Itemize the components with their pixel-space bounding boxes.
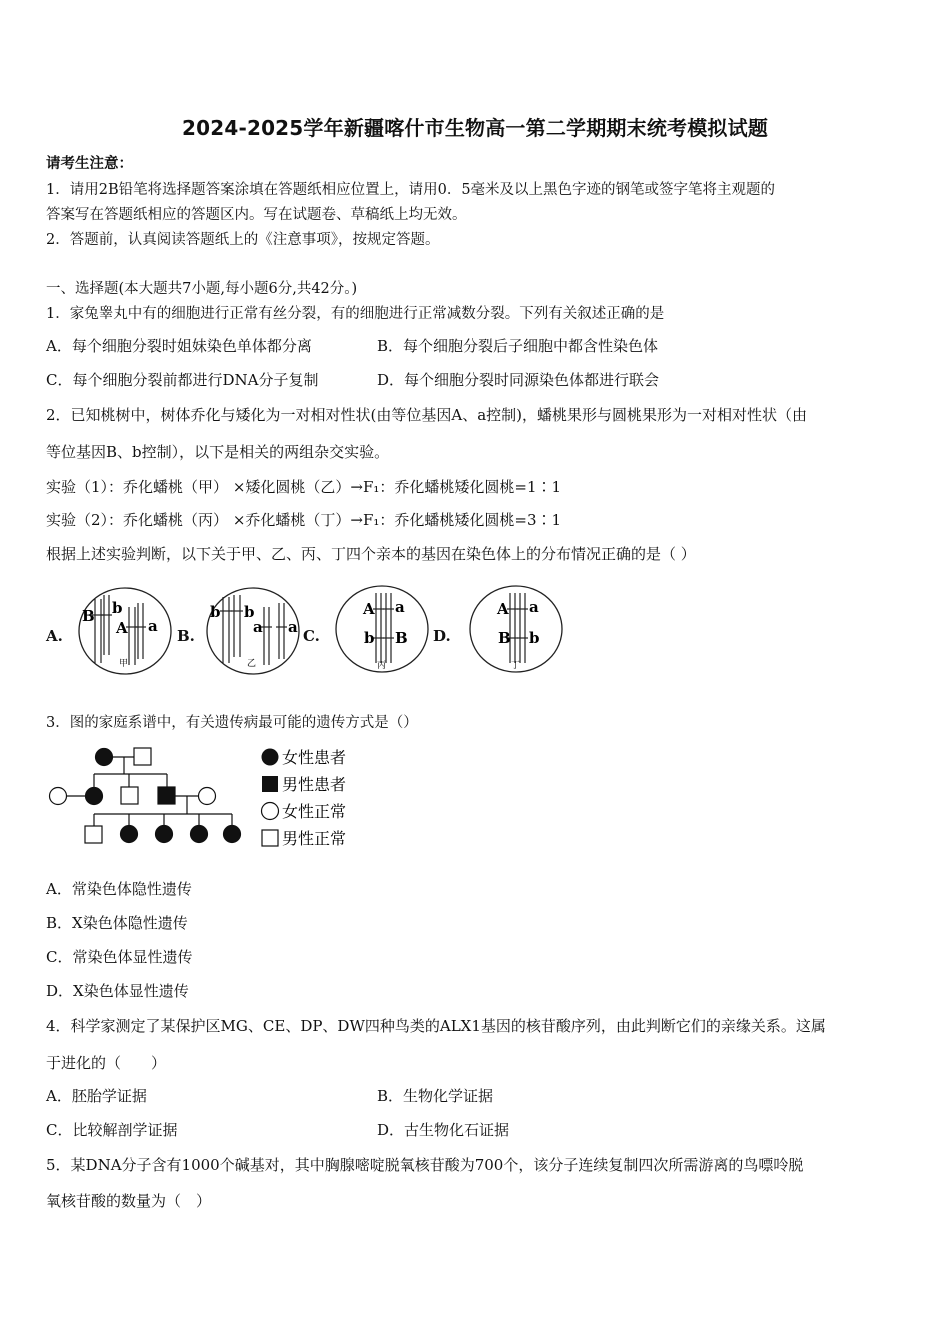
legend-normal-male-icon bbox=[262, 830, 278, 846]
q2-label-c: C. bbox=[303, 627, 320, 645]
cell-jia-gene-4: a bbox=[148, 617, 158, 635]
q3-stem: 3．图的家庭系谱中，有关遗传病最可能的遗传方式是（） bbox=[46, 715, 418, 731]
q4-stem-line-1: 4．科学家测定了某保护区MG、CE、DP、DW四种鸟类的ALX1基因的核苷酸序列，由此判断它们的亲缘关系。这属 bbox=[46, 1017, 826, 1035]
q2-label-d: D. bbox=[433, 627, 451, 645]
pedigree-gen3-affected-female-3 bbox=[191, 826, 208, 843]
q2-stem-line-1: 2．已知桃树中，树体乔化与矮化为一对相对性状(由等位基因A、a控制)，蟠桃果形与圆桃果形为一对相对性状（由 bbox=[46, 406, 808, 424]
q1-stem: 1．家兔睾丸中有的细胞进行正常有丝分裂，有的细胞进行正常减数分裂。下列有关叙述正确的是 bbox=[46, 306, 665, 322]
q2-question: 根据上述实验判断，以下关于甲、乙、丙、丁四个亲本的基因在染色体上的分布情况正确的是（ ） bbox=[46, 545, 696, 563]
q5-stem-line-2: 氧核苷酸的数量为（ ） bbox=[46, 1192, 212, 1210]
q2-stem-line-2: 等位基因B、b控制），以下是相关的两组杂交实验。 bbox=[46, 443, 390, 461]
q1-option-d: D．每个细胞分裂时同源染色体都进行联会 bbox=[377, 371, 660, 389]
q2-experiment-1: 实验（1）：乔化蟠桃（甲） ×矮化圆桃（乙）→F₁：乔化蟠桃矮化圆桃=1∶1 bbox=[46, 478, 562, 496]
q4-option-d: D．古生物化石证据 bbox=[377, 1121, 510, 1139]
cell-ding-gene-1: A bbox=[497, 600, 509, 618]
legend-normal-female-icon bbox=[262, 803, 279, 820]
cell-jia-name: 甲 bbox=[119, 659, 129, 669]
pedigree-gen1-affected-female bbox=[96, 749, 113, 766]
cell-ding-name: 丁 bbox=[511, 661, 521, 671]
cell-bing-gene-2: a bbox=[395, 598, 405, 616]
pedigree-gen3-affected-female-4 bbox=[224, 826, 241, 843]
cell-yi-gene-1: b bbox=[210, 603, 221, 621]
legend-normal-female: 女性正常 bbox=[282, 802, 347, 821]
pedigree-gen3-affected-female-1 bbox=[121, 826, 138, 843]
q4-option-b: B．生物化学证据 bbox=[377, 1087, 494, 1105]
cell-yi-gene-2: b bbox=[244, 603, 255, 621]
pedigree-gen3-affected-female-2 bbox=[156, 826, 173, 843]
pedigree-gen2-affected-male bbox=[158, 787, 175, 804]
cell-ding-gene-4: b bbox=[529, 629, 540, 647]
q1-option-b: B．每个细胞分裂后子细胞中都含性染色体 bbox=[377, 337, 659, 355]
cell-bing-gene-4: B bbox=[395, 629, 408, 647]
q1-option-a: A．每个细胞分裂时姐妹染色单体都分离 bbox=[46, 337, 312, 355]
page-title: 2024-2025学年新疆喀什市生物高一第二学期期末统考模拟试题 bbox=[181, 116, 769, 140]
pedigree-gen2-normal-male bbox=[121, 787, 138, 804]
cell-bing-gene-3: b bbox=[364, 629, 375, 647]
q3-option-c: C．常染色体显性遗传 bbox=[46, 948, 193, 966]
cell-yi-gene-4: a bbox=[288, 618, 298, 636]
cell-jia-gene-3: A bbox=[116, 619, 128, 637]
cell-jia-gene-2: b bbox=[112, 599, 123, 617]
cell-jia-diagram bbox=[76, 585, 174, 677]
cell-ding-gene-3: B bbox=[498, 629, 511, 647]
q2-experiment-2: 实验（2）：乔化蟠桃（丙） ×乔化蟠桃（丁）→F₁：乔化蟠桃矮化圆桃=3∶1 bbox=[46, 511, 562, 529]
pedigree-gen2-affected-female bbox=[86, 788, 103, 805]
q4-stem-line-2: 于进化的（ ） bbox=[46, 1054, 167, 1072]
pedigree-gen3-normal-male bbox=[85, 826, 102, 843]
q2-label-b: B. bbox=[177, 627, 195, 645]
notice-item-2: 2．答题前，认真阅读答题纸上的《注意事项》，按规定答题。 bbox=[46, 232, 440, 248]
section-heading: 一、选择题(本大题共7小题,每小题6分,共42分。) bbox=[46, 281, 358, 297]
cell-bing-name: 丙 bbox=[377, 661, 387, 671]
pedigree-gen1-normal-male bbox=[134, 748, 151, 765]
q4-option-c: C．比较解剖学证据 bbox=[46, 1121, 178, 1139]
legend-affected-male: 男性患者 bbox=[282, 775, 347, 794]
q3-option-d: D．X染色体显性遗传 bbox=[46, 982, 189, 1000]
notice-item-1-line-1: 1．请用2B铅笔将选择题答案涂填在答题纸相应位置上，请用0．5毫米及以上黑色字迹的钢笔或签字笔将主观题的 bbox=[46, 182, 776, 198]
cell-ding-diagram bbox=[467, 583, 565, 675]
q2-label-a: A. bbox=[46, 627, 63, 645]
cell-bing-gene-1: A bbox=[363, 600, 375, 618]
cell-bing-diagram bbox=[333, 583, 431, 675]
legend-normal-male: 男性正常 bbox=[282, 829, 347, 848]
pedigree-gen2-normal-female-spouse bbox=[50, 788, 67, 805]
cell-yi-name: 乙 bbox=[247, 659, 257, 669]
cell-ding-gene-2: a bbox=[529, 598, 539, 616]
cell-jia-gene-1: B bbox=[82, 607, 95, 625]
cell-yi-gene-3: a bbox=[253, 618, 263, 636]
legend-affected-male-icon bbox=[262, 776, 278, 792]
legend-affected-female: 女性患者 bbox=[282, 748, 347, 767]
q5-stem-line-1: 5．某DNA分子含有1000个碱基对，其中胸腺嘧啶脱氧核苷酸为700个，该分子连续复制四次所需游离的鸟嘌呤脱 bbox=[46, 1156, 804, 1174]
q4-option-a: A．胚胎学证据 bbox=[46, 1087, 147, 1105]
pedigree-gen2-normal-female-wife bbox=[199, 788, 216, 805]
q3-option-b: B．X染色体隐性遗传 bbox=[46, 914, 188, 932]
q3-option-a: A．常染色体隐性遗传 bbox=[46, 880, 192, 898]
notice-heading: 请考生注意： bbox=[46, 155, 133, 172]
legend-affected-female-icon bbox=[262, 749, 279, 766]
pedigree-legend bbox=[258, 745, 368, 853]
q1-option-c: C．每个细胞分裂前都进行DNA分子复制 bbox=[46, 371, 319, 389]
cell-yi-diagram bbox=[204, 585, 302, 677]
notice-item-1-line-2: 答案写在答题纸相应的答题区内。写在试题卷、草稿纸上均无效。 bbox=[46, 207, 467, 223]
pedigree-chart bbox=[44, 742, 254, 852]
